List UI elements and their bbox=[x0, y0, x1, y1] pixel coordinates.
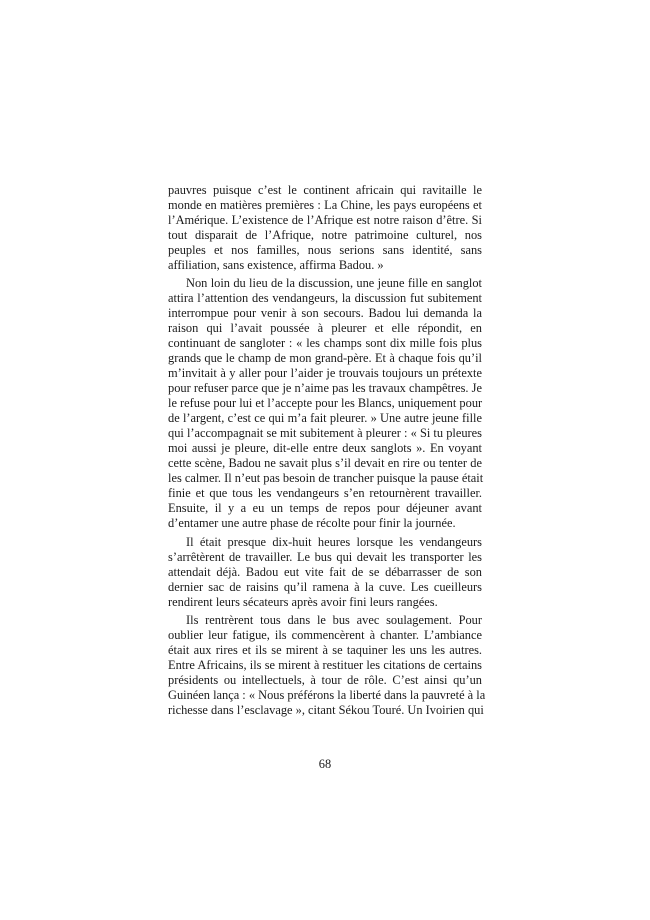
text-line: s’arrêtèrent de travailler. Le bus qui devait les transporter les bbox=[168, 549, 482, 564]
text-line: Ensuite, il y a eu un temps de repos pour déjeuner avant bbox=[168, 501, 482, 516]
text-line: affiliation, sans existence, affirma Badou. » bbox=[168, 258, 384, 272]
text-line: dernier sac de raisins qu’il ramena à la cuve. Les cueilleurs bbox=[168, 579, 482, 594]
page-number: 68 bbox=[318, 757, 332, 771]
text-line: finie et que tous les vendangeurs s’en retournèrent travailler. bbox=[168, 486, 482, 501]
text-line: Ils rentrèrent tous dans le bus avec soulagement. Pour bbox=[186, 613, 482, 628]
text-line: le refuse pour lui et l’accepte pour les Blancs, uniquement pour bbox=[168, 396, 483, 411]
text-line: Entre Africains, ils se mirent à restituer les citations de certains bbox=[168, 658, 482, 673]
text-line: continuant de sangloter : « les champs sont dix mille fois plus bbox=[168, 336, 482, 351]
text-line: de l’argent, c’est ce qui m’a fait pleurer. » Une autre jeune fille bbox=[168, 411, 482, 426]
text-line: pour refuser parce que je n’aime pas les travaux champêtres. Je bbox=[168, 381, 482, 396]
text-line: moi aussi je pleure, dit-elle entre deux sanglots ». En voyant bbox=[168, 441, 482, 456]
paragraph bbox=[168, 535, 482, 610]
text-line: Guinéen lança : « Nous préférons la liberté dans la pauvreté à la bbox=[168, 688, 486, 703]
text-line: interrompue pour venir à son secours. Badou lui demanda la bbox=[168, 306, 482, 321]
text-line: pauvres puisque c’est le continent africain qui ravitaille le bbox=[168, 183, 482, 197]
text-line: attira l’attention des vendangeurs, la discussion fut subitement bbox=[168, 291, 482, 306]
text-line: qui l’accompagnait se mit subitement à pleurer : « Si tu pleures bbox=[168, 426, 482, 441]
text-line: peuples et nos familles, nous serions sans identité, sans bbox=[168, 243, 482, 257]
text-line: richesse dans l’esclavage », citant Sékou Touré. Un Ivoirien qui bbox=[168, 703, 484, 718]
text-line: oublier leur fatigue, ils commencèrent à chanter. L’ambiance bbox=[168, 628, 482, 643]
text-line: présidents ou intellectuels, à tour de rôle. C’est ainsi qu’un bbox=[168, 673, 482, 688]
text-line: était aux rires et ils se mirent à se taquiner les uns les autres. bbox=[168, 643, 482, 658]
text-line: cette scène, Badou ne savait plus s’il devait en rire ou tenter de bbox=[168, 456, 482, 471]
paragraph bbox=[168, 183, 482, 273]
text-line: d’entamer une autre phase de récolte pour finir la journée. bbox=[168, 516, 456, 531]
text-line: raison qui l’avait poussée à pleurer et elle répondit, en bbox=[168, 321, 482, 336]
page-body-text bbox=[168, 183, 486, 722]
text-line: attendait déjà. Badou eut vite fait de se débarrasser de son bbox=[168, 564, 482, 579]
paragraph bbox=[168, 613, 486, 718]
paragraph bbox=[168, 276, 482, 531]
text-line: les calmer. Il n’eut pas besoin de trancher puisque la pause était bbox=[168, 471, 484, 486]
text-line: m’invitait à y aller pour l’aider je trouvais toujours un prétexte bbox=[168, 366, 482, 381]
text-line: monde en matières premières : La Chine, les pays européens et bbox=[168, 198, 482, 212]
text-line: grands que le champ de mon grand-père. Et à chaque fois qu’il bbox=[168, 351, 482, 366]
text-line: Non loin du lieu de la discussion, une jeune fille en sanglot bbox=[186, 276, 482, 291]
text-line: l’Amérique. L’existence de l’Afrique est notre raison d’être. Si bbox=[168, 213, 482, 227]
text-line: rendirent leurs sécateurs après avoir fini leurs rangées. bbox=[168, 594, 438, 609]
text-line: Il était presque dix-huit heures lorsque les vendangeurs bbox=[186, 534, 482, 549]
text-line: tout disparait de l’Afrique, notre patrimoine culturel, nos bbox=[168, 228, 482, 242]
